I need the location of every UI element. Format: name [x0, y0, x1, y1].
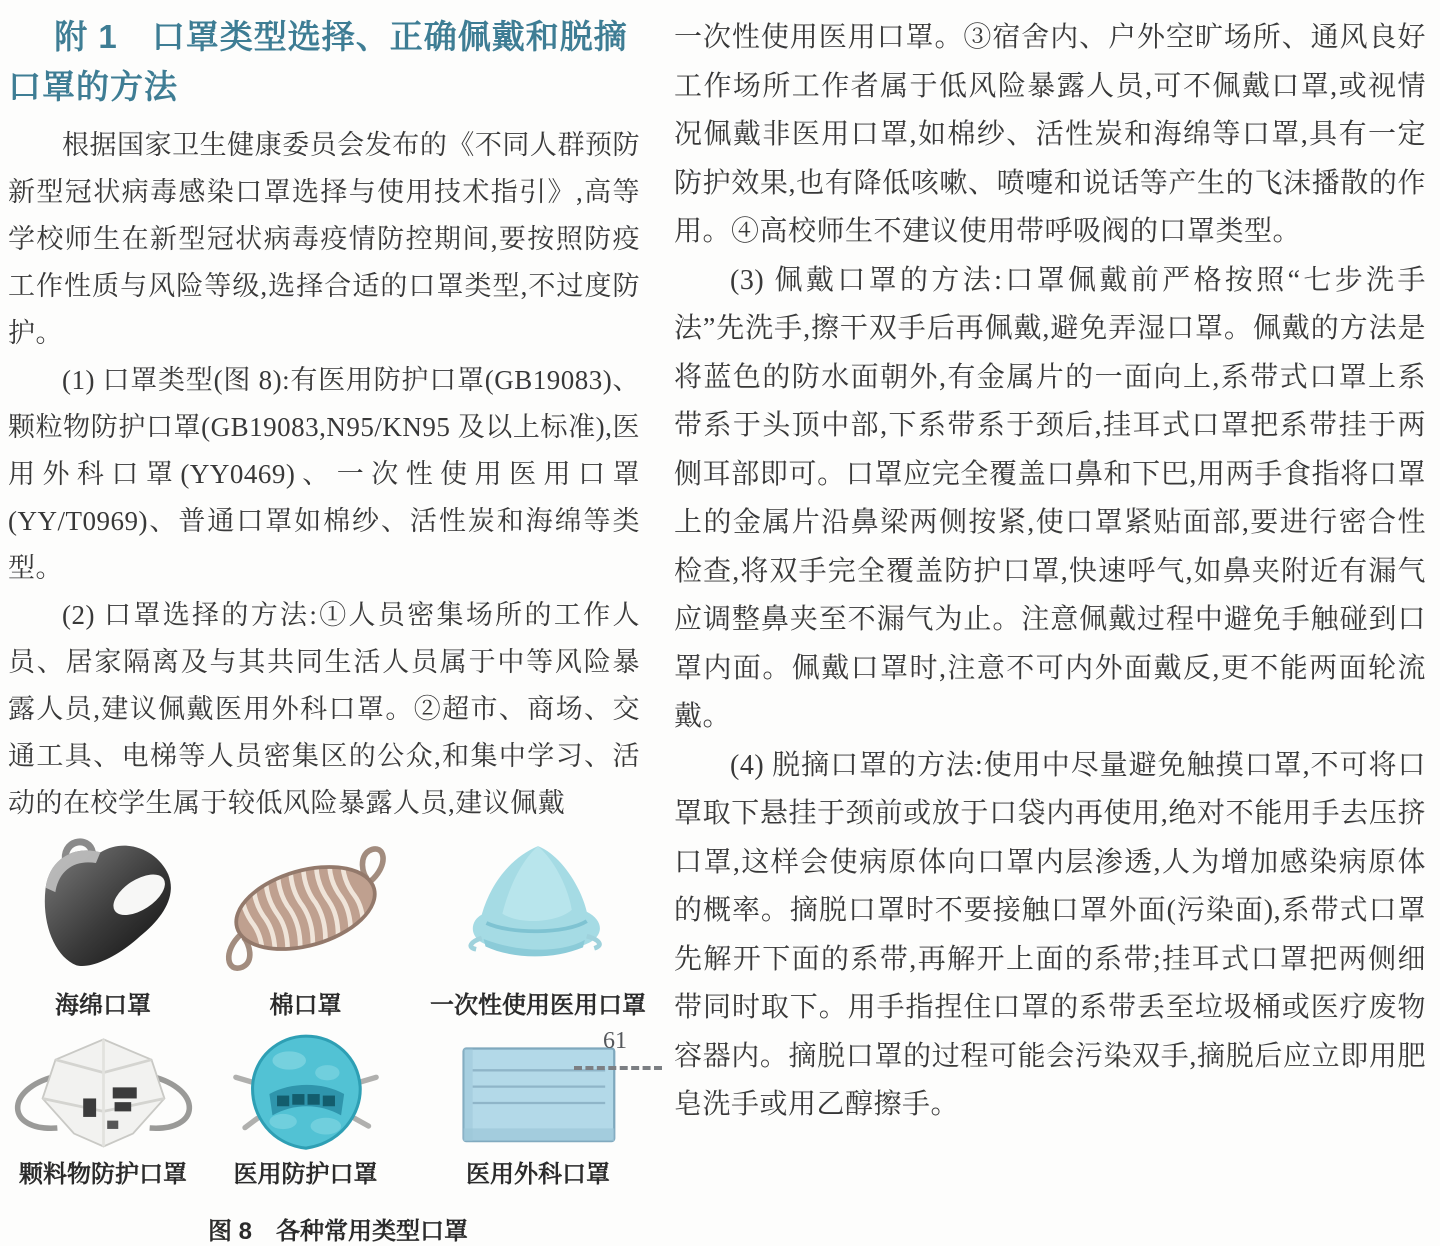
figure-8: [8, 833, 668, 1246]
mask-label-sponge: 海绵口罩: [55, 992, 151, 1019]
mask-label-cotton: 棉口罩: [269, 992, 342, 1019]
paragraph-mask-selection: (2) 口罩选择的方法:①人员密集场所的工作人员、居家隔离及与其共同生活人员属于中等风险暴露人员,建议佩戴医用外科口罩。②超市、商场、交通工具、电梯等人员密集区的公众,和集中学习、活动的在校学生属于较低风险暴露人员,建议佩戴: [8, 600, 640, 818]
mask-label-protective: 医用防护口罩: [233, 1161, 378, 1188]
mask-cell-disposable: [413, 833, 663, 1020]
disposable-mask-image: [438, 833, 638, 983]
mask-label-surgical: 医用外科口罩: [466, 1161, 610, 1188]
mask-cell-particulate: [8, 1030, 198, 1189]
page-number: 61: [603, 1028, 627, 1054]
sponge-mask-image: [13, 833, 193, 983]
cotton-mask-image: [208, 833, 403, 983]
right-column: [674, 14, 1426, 1130]
particulate-mask-image: [11, 1032, 196, 1152]
figure-caption: 图 8 各种常用类型口罩: [207, 1218, 468, 1245]
mask-label-disposable: 一次性使用医用口罩: [430, 992, 646, 1019]
protective-mask-image: [226, 1030, 386, 1152]
mask-cell-sponge: [8, 833, 198, 1020]
left-column: [8, 12, 646, 1246]
paragraph-wearing-method: (3) 佩戴口罩的方法:口罩佩戴前严格按照“七步洗手法”先洗手,擦干双手后再佩戴,避免弄湿口罩。佩戴的方法是将蓝色的防水面朝外,有金属片的一面向上,系带式口罩上系带系于头顶中部,下系带系于颈后,挂耳式口罩把系带挂于两侧耳部即可。口罩应完全覆盖口鼻和下巴,用两手食指将口罩上的金属片沿鼻梁两侧按紧,使口罩紧贴面部,要进行密合性检查,将双手完全覆盖防护口罩,快速呼气,如鼻夹附近有漏气应调整鼻夹至不漏气为止。注意佩戴过程中避免手触碰到口罩内面。佩戴口罩时,注意不可内外面戴反,更不能两面轮流戴。: [674, 264, 1426, 732]
page-title: 附 1 口罩类型选择、正确佩戴和脱摘口罩的方法: [8, 18, 628, 105]
paragraph-removal-method: (4) 脱摘口罩的方法:使用中尽量避免触摸口罩,不可将口罩取下悬挂于颈前或放于口袋内再使用,绝对不能用手去压挤口罩,这样会使病原体向口罩内层渗透,人为增加感染病原体的概率。摘脱口罩时不要接触口罩外面(污染面),系带式口罩先解开下面的系带,再解开上面的系带;挂耳式口罩把两侧细带同时取下。用手指捏住口罩的系带丢至垃圾桶或医疗废物容器内。摘脱口罩的过程可能会污染双手,摘脱后应立即用肥皂洗手或用乙醇擦手。: [674, 749, 1426, 1120]
mask-cell-protective: [198, 1030, 413, 1189]
mask-grid-row-1: [8, 833, 668, 1020]
page-bottom-dashes: [574, 1066, 662, 1070]
mask-cell-cotton: [198, 833, 413, 1020]
paragraph-mask-types: (1) 口罩类型(图 8):有医用防护口罩(GB19083)、颗粒物防护口罩(GB19083,N95/KN95 及以上标准),医用外科口罩(YY0469)、一次性使用医用口罩(YY/T0969)、普通口罩如棉纱、活性炭和海绵等类型。: [8, 365, 640, 583]
mask-label-particulate: 颗料物防护口罩: [19, 1161, 187, 1188]
paragraph-intro: 根据国家卫生健康委员会发布的《不同人群预防新型冠状病毒感染口罩选择与使用技术指引》,高等学校师生在新型冠状病毒疫情防控期间,要按照防疫工作性质与风险等级,选择合适的口罩类型,不过度防护。: [8, 130, 640, 348]
paragraph-selection-continued: 一次性使用医用口罩。③宿舍内、户外空旷场所、通风良好工作场所工作者属于低风险暴露人员,可不佩戴口罩,或视情况佩戴非医用口罩,如棉纱、活性炭和海绵等口罩,具有一定防护效果,也有降低咳嗽、喷嚏和说话等产生的飞沫播散的作用。④高校师生不建议使用带呼吸阀的口罩类型。: [674, 22, 1426, 247]
mask-grid-row-2: [8, 1030, 668, 1189]
